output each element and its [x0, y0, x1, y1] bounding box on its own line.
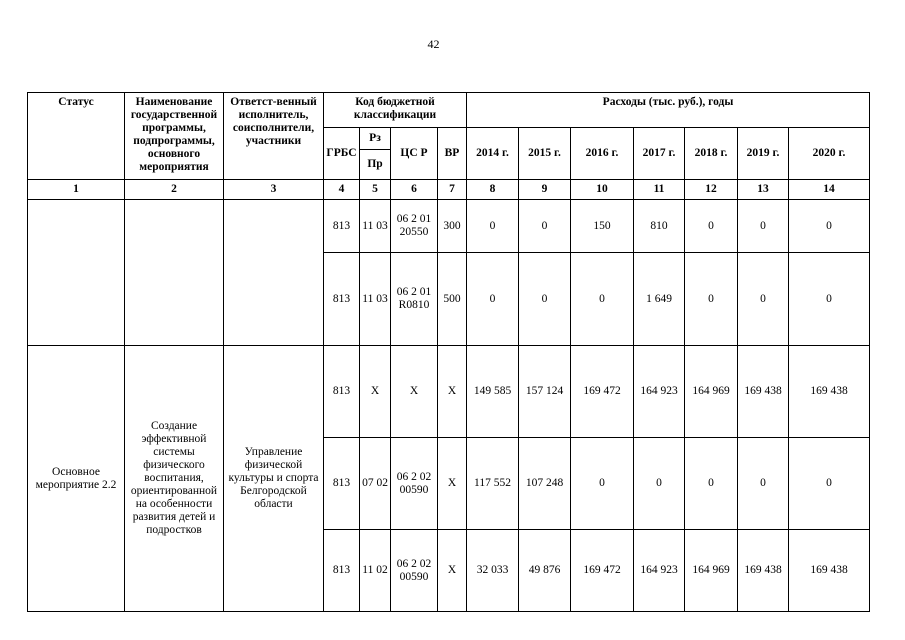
column-number: 7	[438, 180, 467, 200]
table-row	[28, 200, 870, 253]
value-cell: 0	[685, 200, 738, 253]
value-cell: 0	[571, 253, 634, 346]
column-number: 2	[125, 180, 224, 200]
column-number: 4	[324, 180, 360, 200]
value-cell: 0	[571, 438, 634, 530]
header-grbs: ГРБС	[324, 128, 360, 180]
value-cell: 164 923	[634, 346, 685, 438]
value-cell: 169 438	[738, 530, 789, 612]
rzpr-cell: 07 02	[360, 438, 391, 530]
vr-cell: X	[438, 530, 467, 612]
executor-cell	[224, 200, 324, 346]
grbs-cell: 813	[324, 253, 360, 346]
value-cell: 0	[738, 253, 789, 346]
csr-cell: 06 2 02 00590	[391, 530, 438, 612]
value-cell: 164 923	[634, 530, 685, 612]
name-cell	[125, 200, 224, 346]
header-vr: ВР	[438, 128, 467, 180]
value-cell: 0	[685, 438, 738, 530]
status-cell: Основное мероприятие 2.2	[28, 346, 125, 612]
header-csr: ЦС Р	[391, 128, 438, 180]
column-number: 11	[634, 180, 685, 200]
header-row-1	[28, 93, 870, 128]
value-cell: 0	[519, 200, 571, 253]
value-cell: 164 969	[685, 530, 738, 612]
header-rz: Рз	[360, 128, 391, 150]
csr-cell: X	[391, 346, 438, 438]
value-cell: 149 585	[467, 346, 519, 438]
header-executor: Ответст-венный исполнитель, соисполнители, участники	[224, 93, 324, 180]
budget-table	[27, 92, 870, 612]
header-year-2019: 2019 г.	[738, 128, 789, 180]
value-cell: 107 248	[519, 438, 571, 530]
value-cell: 0	[634, 438, 685, 530]
grbs-cell: 813	[324, 530, 360, 612]
executor-cell: Управление физической культуры и спорта Белгородской области	[224, 346, 324, 612]
grbs-cell: 813	[324, 200, 360, 253]
value-cell: 164 969	[685, 346, 738, 438]
value-cell: 810	[634, 200, 685, 253]
rzpr-cell: 11 03	[360, 253, 391, 346]
vr-cell: X	[438, 438, 467, 530]
value-cell: 169 472	[571, 346, 634, 438]
page-number: 42	[427, 37, 440, 51]
header-year-2017: 2017 г.	[634, 128, 685, 180]
name-cell: Создание эффективной системы физического воспитания, ориентированной на особенности развития детей и подростков	[125, 346, 224, 612]
column-number: 10	[571, 180, 634, 200]
value-cell: 0	[467, 200, 519, 253]
vr-cell: X	[438, 346, 467, 438]
header-code-group: Код бюджетной классификации	[324, 93, 467, 128]
header-year-2018: 2018 г.	[685, 128, 738, 180]
vr-cell: 500	[438, 253, 467, 346]
column-number: 13	[738, 180, 789, 200]
value-cell: 169 438	[789, 346, 870, 438]
column-number: 9	[519, 180, 571, 200]
grbs-cell: 813	[324, 438, 360, 530]
grbs-cell: 813	[324, 346, 360, 438]
column-number: 14	[789, 180, 870, 200]
csr-cell: 06 2 01 20550	[391, 200, 438, 253]
value-cell: 169 438	[789, 530, 870, 612]
csr-cell: 06 2 01 R0810	[391, 253, 438, 346]
value-cell: 0	[789, 200, 870, 253]
value-cell: 169 438	[738, 346, 789, 438]
value-cell: 0	[467, 253, 519, 346]
header-year-2016: 2016 г.	[571, 128, 634, 180]
header-expenses-group: Расходы (тыс. руб.), годы	[467, 93, 870, 128]
header-year-2014: 2014 г.	[467, 128, 519, 180]
table-row	[28, 346, 870, 438]
value-cell: 49 876	[519, 530, 571, 612]
rzpr-cell: X	[360, 346, 391, 438]
column-number: 6	[391, 180, 438, 200]
vr-cell: 300	[438, 200, 467, 253]
status-cell	[28, 200, 125, 346]
csr-cell: 06 2 02 00590	[391, 438, 438, 530]
value-cell: 32 033	[467, 530, 519, 612]
rzpr-cell: 11 02	[360, 530, 391, 612]
column-number: 3	[224, 180, 324, 200]
value-cell: 0	[789, 438, 870, 530]
value-cell: 0	[738, 200, 789, 253]
value-cell: 150	[571, 200, 634, 253]
header-pr: Пр	[360, 150, 391, 180]
header-name: Наименование государственной программы, подпрограммы, основного мероприятия	[125, 93, 224, 180]
rzpr-cell: 11 03	[360, 200, 391, 253]
value-cell: 0	[685, 253, 738, 346]
column-number: 5	[360, 180, 391, 200]
value-cell: 0	[738, 438, 789, 530]
header-year-2020: 2020 г.	[789, 128, 870, 180]
value-cell: 0	[519, 253, 571, 346]
value-cell: 117 552	[467, 438, 519, 530]
value-cell: 1 649	[634, 253, 685, 346]
value-cell: 157 124	[519, 346, 571, 438]
header-status: Статус	[28, 93, 125, 180]
value-cell: 169 472	[571, 530, 634, 612]
column-number: 12	[685, 180, 738, 200]
column-number-row	[28, 180, 870, 200]
header-year-2015: 2015 г.	[519, 128, 571, 180]
column-number: 1	[28, 180, 125, 200]
column-number: 8	[467, 180, 519, 200]
value-cell: 0	[789, 253, 870, 346]
